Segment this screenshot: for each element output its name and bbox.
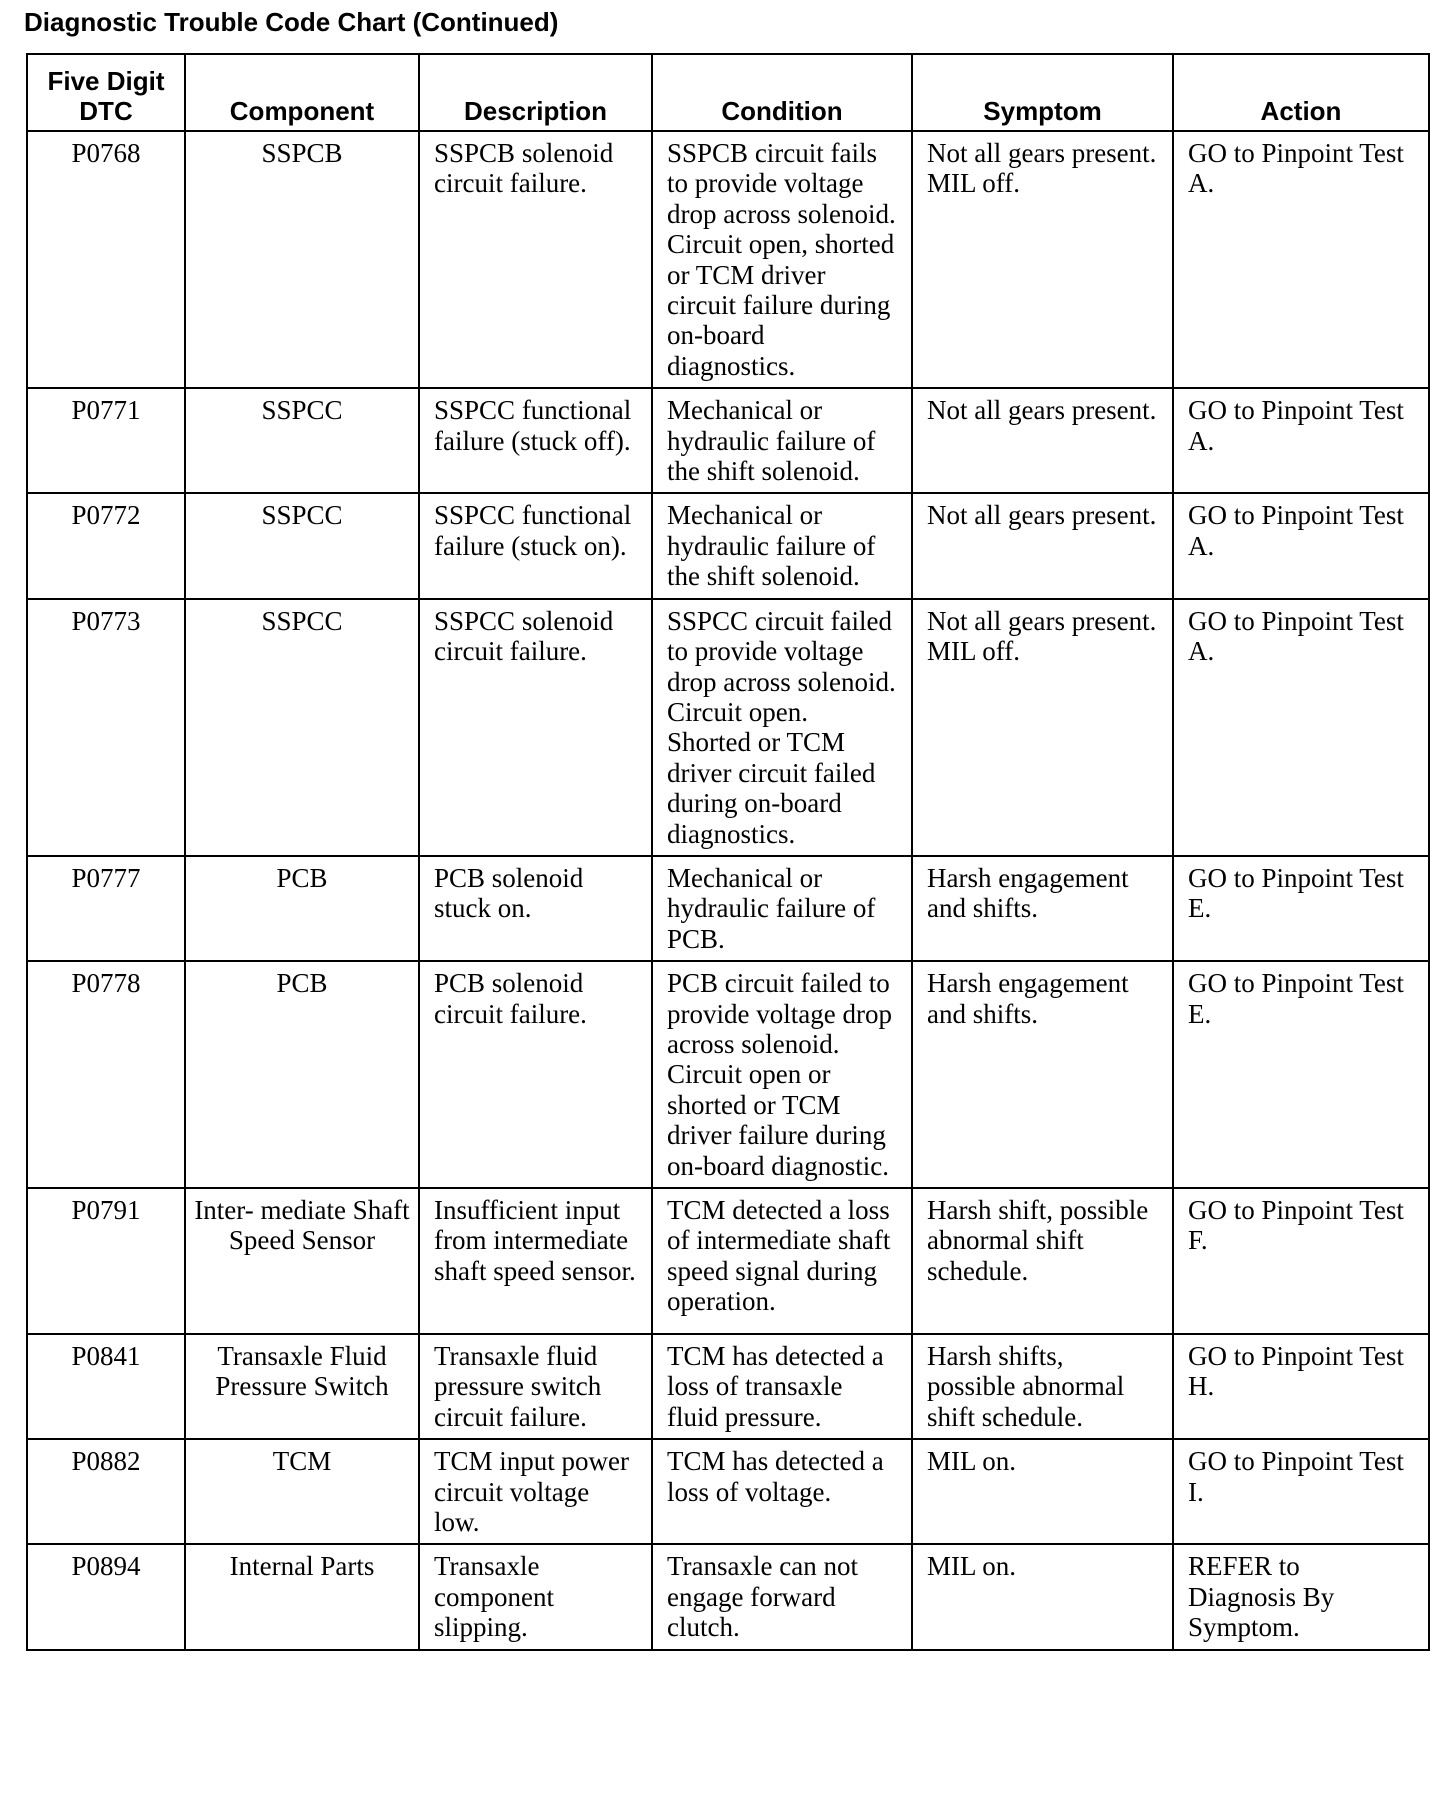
- dtc-table: [26, 53, 1430, 1651]
- description-cell: PCB solenoid stuck on.: [419, 856, 652, 961]
- description-cell: TCM input power circuit voltage low.: [419, 1439, 652, 1544]
- dtc-code: P0768: [27, 131, 185, 388]
- action-cell: GO to Pinpoint Test A.: [1173, 388, 1429, 493]
- column-header-symptom: Symptom: [912, 54, 1173, 131]
- component-cell: Inter- mediate Shaft Speed Sensor: [185, 1188, 419, 1334]
- table-row: [27, 493, 1429, 598]
- column-header-description: Description: [419, 54, 652, 131]
- condition-cell: PCB circuit failed to provide voltage drop across solenoid. Circuit open or shorted or TCM driver failure during on-board diagnostic.: [652, 961, 912, 1188]
- symptom-cell: Harsh shifts, possible abnormal shift schedule.: [912, 1334, 1173, 1439]
- page-title: Diagnostic Trouble Code Chart (Continued): [24, 7, 559, 37]
- description-cell: PCB solenoid circuit failure.: [419, 961, 652, 1188]
- table-row: [27, 131, 1429, 388]
- component-cell: PCB: [185, 856, 419, 961]
- action-cell: GO to Pinpoint Test A.: [1173, 493, 1429, 598]
- column-header-action: Action: [1173, 54, 1429, 131]
- table-row: [27, 599, 1429, 856]
- dtc-code: P0771: [27, 388, 185, 493]
- condition-cell: Transaxle can not engage forward clutch.: [652, 1544, 912, 1649]
- symptom-cell: Not all gears present.: [912, 388, 1173, 493]
- symptom-cell: Harsh shift, possible abnormal shift schedule.: [912, 1188, 1173, 1334]
- condition-cell: SSPCC circuit failed to provide voltage drop across solenoid. Circuit open. Shorted or TCM driver circuit failed during on-board diagnostics.: [652, 599, 912, 856]
- dtc-code: P0777: [27, 856, 185, 961]
- description-cell: SSPCC functional failure (stuck off).: [419, 388, 652, 493]
- column-header-dtc: Five Digit DTC: [27, 54, 185, 131]
- table-row: [27, 1439, 1429, 1544]
- action-cell: GO to Pinpoint Test I.: [1173, 1439, 1429, 1544]
- symptom-cell: Harsh engagement and shifts.: [912, 856, 1173, 961]
- component-cell: TCM: [185, 1439, 419, 1544]
- symptom-cell: Not all gears present. MIL off.: [912, 599, 1173, 856]
- description-cell: SSPCB solenoid circuit failure.: [419, 131, 652, 388]
- component-cell: SSPCC: [185, 493, 419, 598]
- component-cell: SSPCC: [185, 599, 419, 856]
- condition-cell: Mechanical or hydraulic failure of the shift solenoid.: [652, 493, 912, 598]
- condition-cell: TCM has detected a loss of transaxle fluid pressure.: [652, 1334, 912, 1439]
- table-row: [27, 1334, 1429, 1439]
- dtc-code: P0791: [27, 1188, 185, 1334]
- condition-cell: Mechanical or hydraulic failure of PCB.: [652, 856, 912, 961]
- table-row: [27, 961, 1429, 1188]
- component-cell: PCB: [185, 961, 419, 1188]
- component-cell: SSPCB: [185, 131, 419, 388]
- component-cell: Internal Parts: [185, 1544, 419, 1649]
- condition-cell: Mechanical or hydraulic failure of the shift solenoid.: [652, 388, 912, 493]
- dtc-code: P0778: [27, 961, 185, 1188]
- component-cell: Transaxle Fluid Pressure Switch: [185, 1334, 419, 1439]
- condition-cell: TCM detected a loss of intermediate shaft speed signal during operation.: [652, 1188, 912, 1334]
- table-row: [27, 856, 1429, 961]
- component-cell: SSPCC: [185, 388, 419, 493]
- symptom-cell: Not all gears present.: [912, 493, 1173, 598]
- description-cell: SSPCC solenoid circuit failure.: [419, 599, 652, 856]
- condition-cell: SSPCB circuit fails to provide voltage drop across solenoid. Circuit open, shorted or TCM driver circuit failure during on-board diagnostics.: [652, 131, 912, 388]
- dtc-code: P0882: [27, 1439, 185, 1544]
- description-cell: Insufficient input from intermediate shaft speed sensor.: [419, 1188, 652, 1334]
- dtc-code: P0841: [27, 1334, 185, 1439]
- dtc-code: P0773: [27, 599, 185, 856]
- symptom-cell: Harsh engagement and shifts.: [912, 961, 1173, 1188]
- dtc-code: P0894: [27, 1544, 185, 1649]
- column-header-condition: Condition: [652, 54, 912, 131]
- symptom-cell: Not all gears present. MIL off.: [912, 131, 1173, 388]
- condition-cell: TCM has detected a loss of voltage.: [652, 1439, 912, 1544]
- table-row: [27, 1188, 1429, 1334]
- dtc-code: P0772: [27, 493, 185, 598]
- action-cell: GO to Pinpoint Test A.: [1173, 131, 1429, 388]
- action-cell: GO to Pinpoint Test A.: [1173, 599, 1429, 856]
- action-cell: GO to Pinpoint Test F.: [1173, 1188, 1429, 1334]
- symptom-cell: MIL on.: [912, 1544, 1173, 1649]
- column-header-component: Component: [185, 54, 419, 131]
- description-cell: Transaxle fluid pressure switch circuit failure.: [419, 1334, 652, 1439]
- description-cell: SSPCC functional failure (stuck on).: [419, 493, 652, 598]
- table-row: [27, 1544, 1429, 1649]
- table-row: [27, 388, 1429, 493]
- action-cell: GO to Pinpoint Test H.: [1173, 1334, 1429, 1439]
- table-header-row: [27, 54, 1429, 131]
- action-cell: GO to Pinpoint Test E.: [1173, 856, 1429, 961]
- symptom-cell: MIL on.: [912, 1439, 1173, 1544]
- action-cell: GO to Pinpoint Test E.: [1173, 961, 1429, 1188]
- description-cell: Transaxle component slipping.: [419, 1544, 652, 1649]
- action-cell: REFER to Diagnosis By Symptom.: [1173, 1544, 1429, 1649]
